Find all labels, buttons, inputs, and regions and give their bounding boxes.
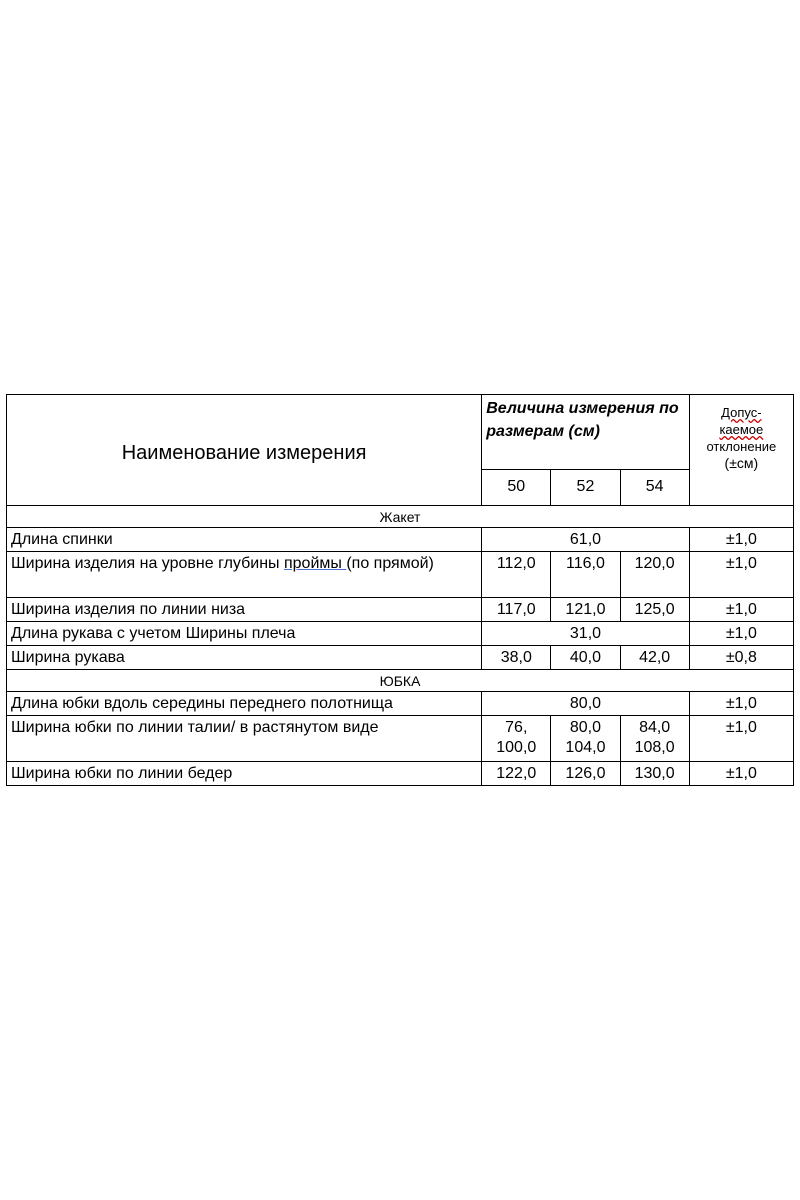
section-title-jacket: Жакет bbox=[7, 506, 794, 528]
size-50-value: 122,0 bbox=[482, 762, 551, 786]
measurement-name: Ширина изделия по линии низа bbox=[7, 598, 482, 622]
measurement-name-part: Ширина изделия на уровне глубины bbox=[11, 555, 284, 572]
size-52-header: 52 bbox=[551, 470, 620, 506]
tolerance-value: ±1,0 bbox=[689, 716, 793, 762]
table-row bbox=[7, 716, 794, 762]
spellcheck-underlined-word: проймы bbox=[283, 555, 347, 572]
tolerance-header-line3: отклонение bbox=[706, 439, 777, 454]
tolerance-value: ±0,8 bbox=[689, 646, 793, 670]
measurement-name: Длина спинки bbox=[7, 528, 482, 552]
table-row bbox=[7, 762, 794, 786]
size-52-value: 126,0 bbox=[551, 762, 620, 786]
tolerance-header-unit: (±см) bbox=[724, 455, 759, 471]
size-54-value bbox=[620, 716, 689, 762]
size-52-value: 40,0 bbox=[551, 646, 620, 670]
value-line: 80,0 bbox=[569, 719, 602, 736]
size-54-value: 125,0 bbox=[620, 598, 689, 622]
size-54-header: 54 bbox=[620, 470, 689, 506]
table-row bbox=[7, 552, 794, 598]
measurement-table bbox=[6, 394, 794, 786]
tolerance-value: ±1,0 bbox=[689, 528, 793, 552]
tolerance-value: ±1,0 bbox=[689, 598, 793, 622]
value-line: 84,0 bbox=[639, 719, 671, 736]
section-title-skirt: ЮБКА bbox=[7, 670, 794, 692]
value-line: 100,0 bbox=[496, 739, 537, 756]
merged-value: 31,0 bbox=[482, 622, 690, 646]
section-row-jacket bbox=[7, 506, 794, 528]
size-52-value: 116,0 bbox=[551, 552, 620, 598]
measurement-name-part: (по прямой) bbox=[346, 555, 434, 572]
table-row bbox=[7, 598, 794, 622]
size-50-value bbox=[482, 716, 551, 762]
tolerance-header-line2: каемое bbox=[719, 422, 764, 437]
measurement-name: Длина рукава с учетом Ширины плеча bbox=[7, 622, 482, 646]
measurement-name bbox=[7, 552, 482, 598]
tolerance-value: ±1,0 bbox=[689, 552, 793, 598]
size-50-value: 117,0 bbox=[482, 598, 551, 622]
value-line: 108,0 bbox=[634, 739, 675, 756]
size-50-value: 112,0 bbox=[482, 552, 551, 598]
measurement-name: Ширина рукава bbox=[7, 646, 482, 670]
tolerance-value: ±1,0 bbox=[689, 622, 793, 646]
table-row bbox=[7, 528, 794, 552]
measurement-name: Ширина юбки по линии талии/ в растянутом виде bbox=[7, 716, 482, 762]
size-54-value: 42,0 bbox=[620, 646, 689, 670]
value-line: 104,0 bbox=[565, 739, 606, 756]
value-line: 76, bbox=[505, 719, 528, 736]
section-row-skirt bbox=[7, 670, 794, 692]
header-row bbox=[7, 395, 794, 470]
table-row bbox=[7, 646, 794, 670]
size-54-value: 130,0 bbox=[620, 762, 689, 786]
merged-value: 80,0 bbox=[482, 692, 690, 716]
measurement-name: Ширина юбки по линии бедер bbox=[7, 762, 482, 786]
size-50-header: 50 bbox=[482, 470, 551, 506]
tolerance-value: ±1,0 bbox=[689, 762, 793, 786]
size-group-header: Величина измерения по размерам (см) bbox=[482, 395, 690, 470]
table-row bbox=[7, 622, 794, 646]
table-row bbox=[7, 692, 794, 716]
measurement-table-sheet bbox=[6, 394, 794, 800]
size-50-value: 38,0 bbox=[482, 646, 551, 670]
size-52-value bbox=[551, 716, 620, 762]
measurement-name-header: Наименование измерения bbox=[7, 395, 482, 506]
size-54-value: 120,0 bbox=[620, 552, 689, 598]
tolerance-value: ±1,0 bbox=[689, 692, 793, 716]
size-52-value: 121,0 bbox=[551, 598, 620, 622]
merged-value: 61,0 bbox=[482, 528, 690, 552]
tolerance-header bbox=[689, 395, 793, 506]
tolerance-header-line1: Допус- bbox=[721, 405, 762, 420]
measurement-name: Длина юбки вдоль середины переднего полотнища bbox=[7, 692, 482, 716]
